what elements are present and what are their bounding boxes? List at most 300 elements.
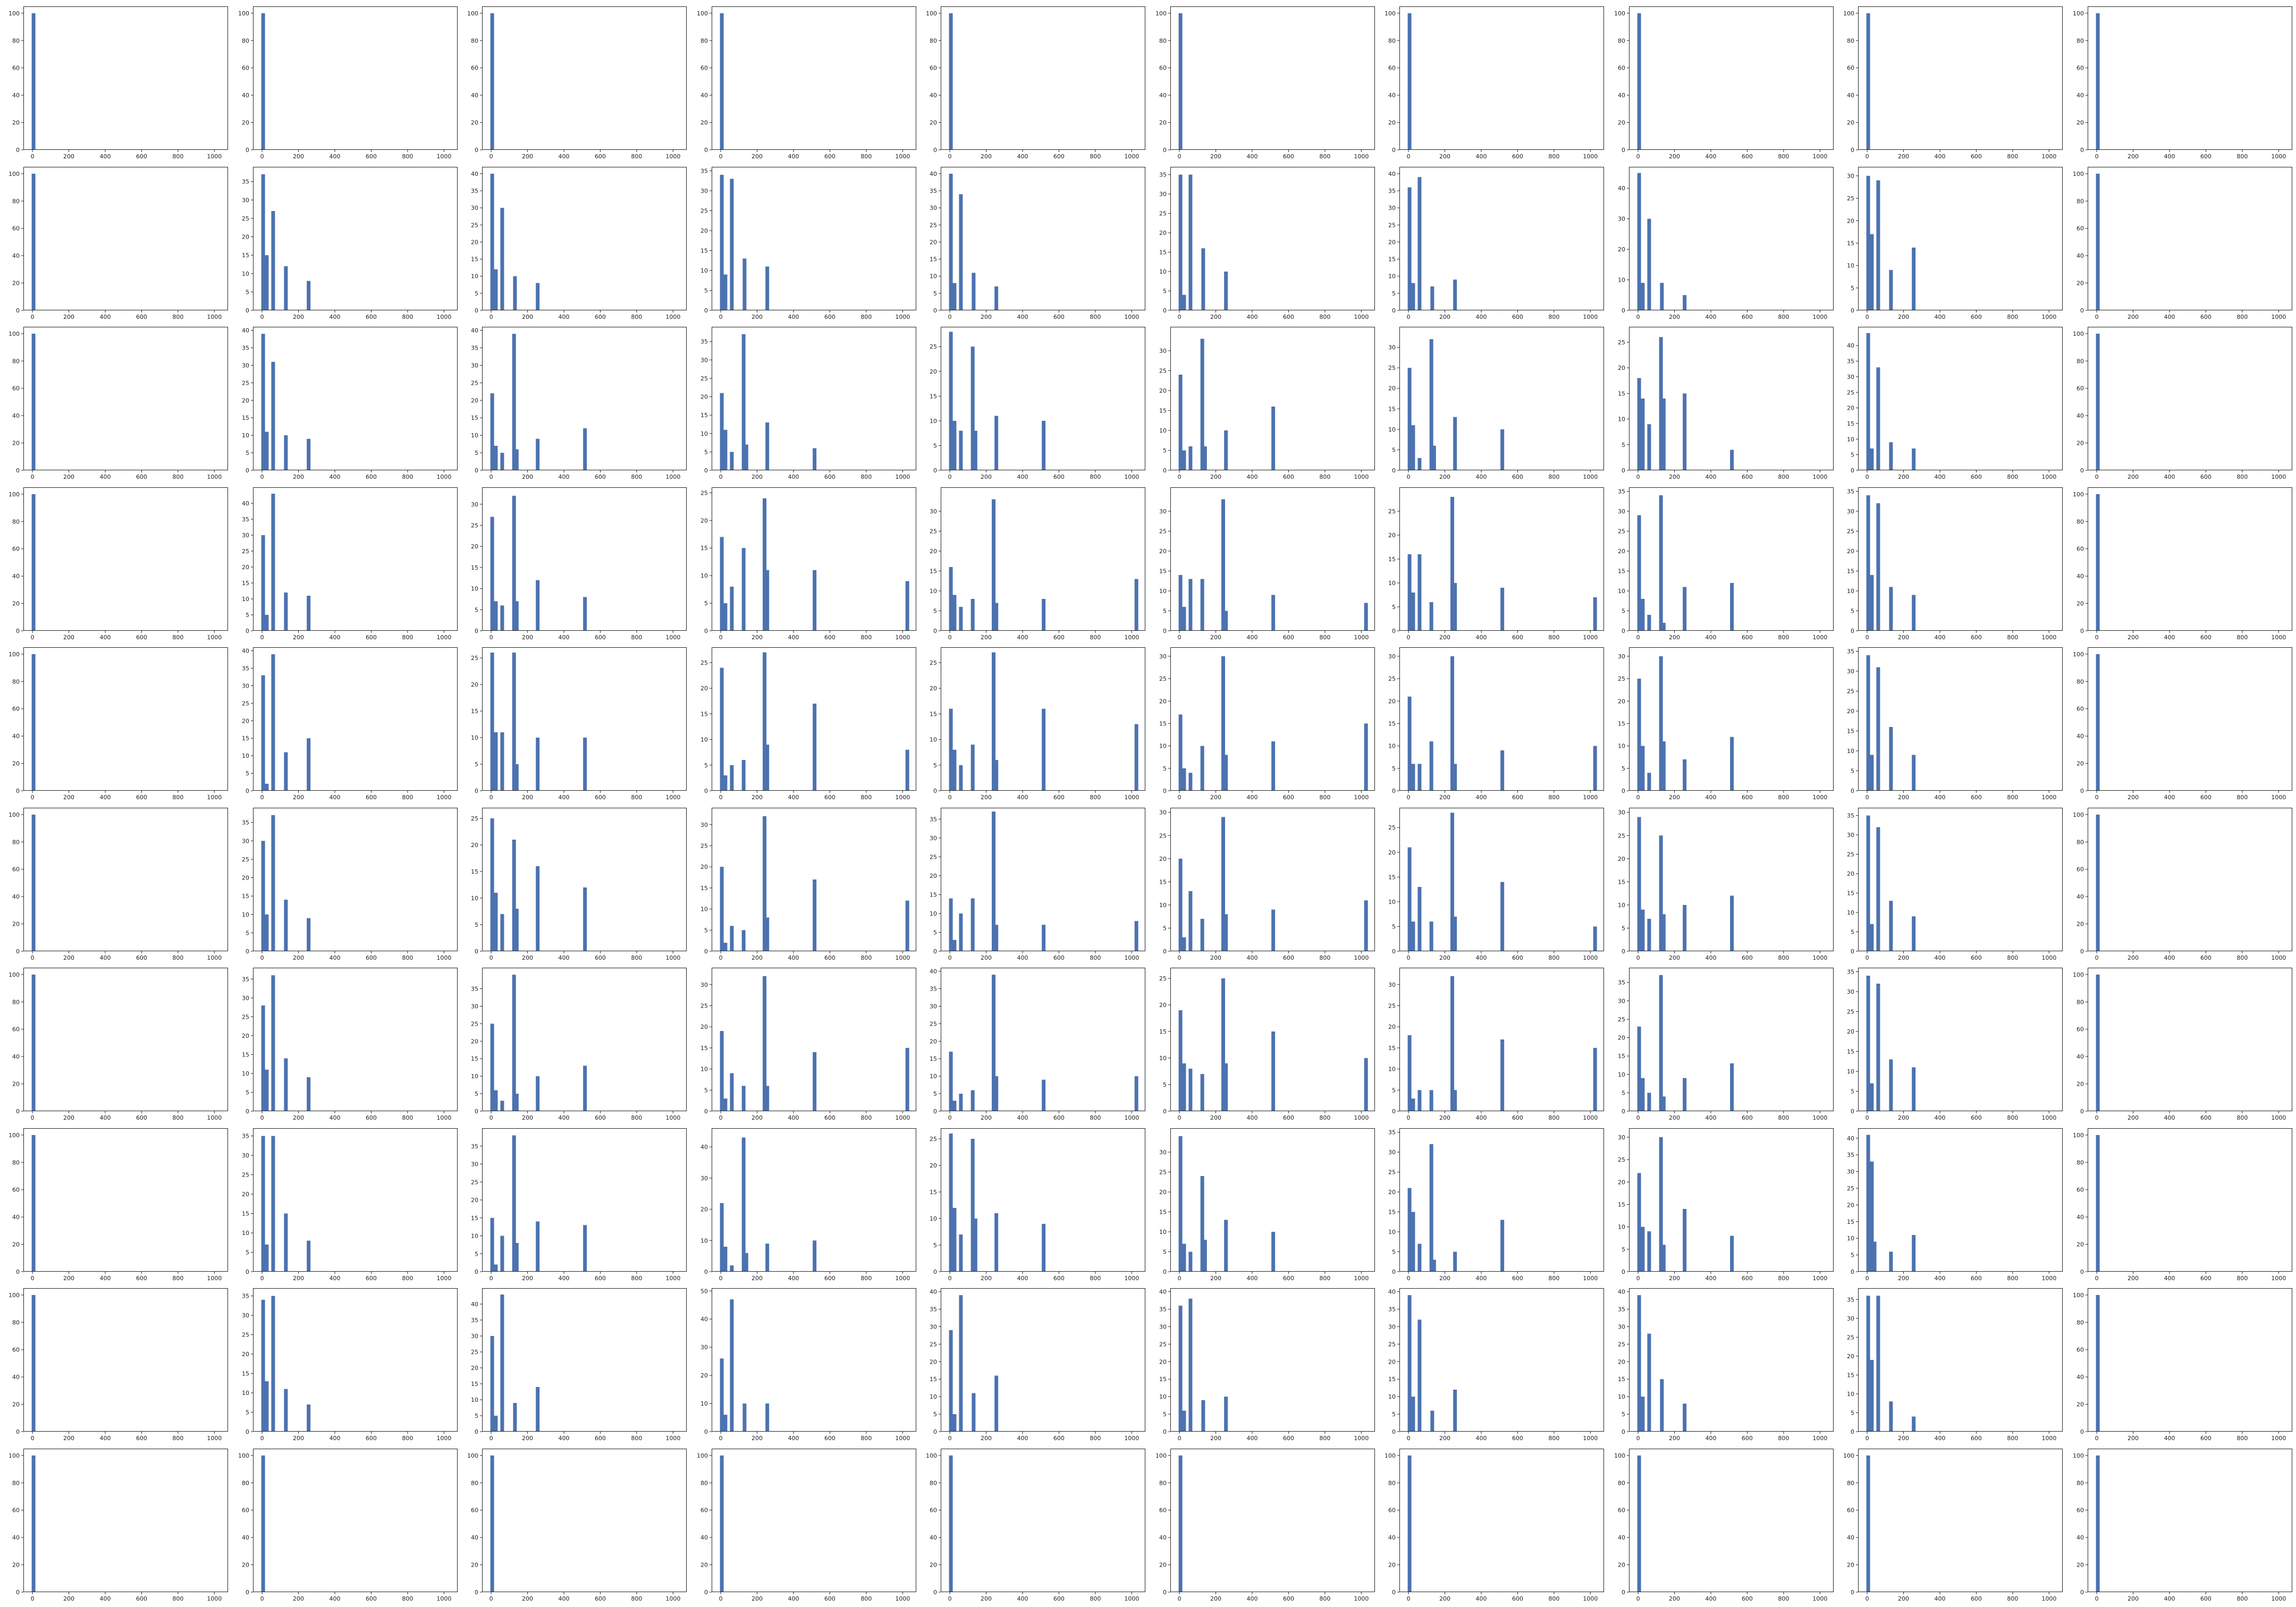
bar-0 [261, 841, 265, 951]
x-tick-label: 800 [1548, 1595, 1560, 1602]
bar-1 [1182, 1410, 1186, 1432]
y-tick-label: 35 [1847, 1151, 1854, 1158]
x-tick-label: 600 [1053, 1435, 1065, 1442]
axes-frame [1859, 167, 2063, 310]
y-tick-label: 30 [1847, 988, 1854, 995]
y-tick-label: 5 [704, 1087, 708, 1094]
x-tick-label: 0 [30, 1274, 35, 1282]
x-tick-label: 400 [99, 1274, 111, 1282]
subplot-svg [471, 647, 687, 801]
subplot-r1-c0 [9, 167, 228, 320]
bar-3 [741, 548, 745, 631]
y-tick-label: 5 [1392, 603, 1396, 611]
bar-2 [271, 975, 275, 1111]
y-tick-label: 30 [241, 837, 249, 844]
x-tick-label: 1000 [2041, 473, 2057, 480]
axes-frame [1400, 7, 1604, 150]
y-tick-label: 25 [700, 375, 708, 382]
bar-0 [32, 334, 36, 470]
x-tick-label: 200 [1898, 313, 1910, 320]
axes-frame [1170, 7, 1374, 150]
x-tick-label: 400 [1246, 794, 1257, 801]
y-tick-label: 80 [241, 37, 249, 45]
y-tick-label: 20 [2076, 920, 2084, 928]
y-tick-label: 5 [704, 762, 708, 769]
subplot-svg [1617, 1128, 1834, 1282]
subplot-r9-c8 [1843, 1449, 2063, 1602]
y-tick-label: 0 [933, 627, 937, 635]
y-tick-label: 20 [1617, 1178, 1625, 1186]
x-tick-label: 0 [1406, 794, 1411, 801]
y-tick-label: 80 [1617, 1479, 1625, 1486]
y-tick-label: 25 [1617, 1016, 1625, 1023]
x-tick-label: 1000 [894, 633, 910, 641]
bar-5 [765, 1086, 769, 1111]
x-tick-label: 1000 [207, 153, 222, 160]
y-tick-label: 20 [1617, 1358, 1625, 1366]
bar-5 [536, 1221, 539, 1272]
y-tick-label: 60 [2076, 705, 2084, 713]
y-tick-label: 5 [1851, 1088, 1854, 1095]
x-tick-label: 200 [2127, 153, 2139, 160]
bar-0 [1637, 817, 1641, 951]
x-tick-label: 400 [558, 794, 570, 801]
bar-2 [500, 914, 504, 951]
subplot-r3-c2 [471, 487, 687, 641]
x-tick-label: 200 [1439, 794, 1451, 801]
x-tick-label: 800 [1548, 633, 1560, 641]
y-tick-label: 80 [2076, 197, 2084, 205]
y-tick-label: 15 [930, 711, 937, 718]
y-tick-label: 30 [1847, 668, 1854, 675]
bar-7 [1135, 921, 1138, 951]
y-tick-label: 40 [930, 92, 937, 99]
bar-6 [1042, 1224, 1045, 1272]
x-tick-label: 0 [2095, 633, 2099, 641]
axes-frame [2088, 1128, 2292, 1271]
y-tick-label: 80 [12, 1158, 20, 1166]
bar-7 [905, 900, 909, 951]
y-tick-label: 10 [1617, 901, 1625, 909]
axes-frame [1859, 327, 2063, 470]
y-tick-label: 30 [1388, 344, 1396, 351]
y-tick-label: 0 [1851, 1588, 1854, 1596]
x-tick-label: 0 [489, 794, 493, 801]
y-tick-label: 0 [704, 948, 708, 955]
y-tick-label: 30 [700, 981, 708, 988]
y-tick-label: 25 [1847, 1334, 1854, 1341]
x-tick-label: 800 [2236, 794, 2248, 801]
x-tick-label: 1000 [665, 1595, 681, 1602]
y-tick-label: 80 [471, 1479, 478, 1486]
bar-4 [1683, 295, 1686, 310]
y-tick-label: 0 [475, 627, 478, 635]
x-tick-label: 1000 [1353, 153, 1369, 160]
x-tick-label: 400 [558, 954, 570, 961]
bar-4 [1453, 1390, 1457, 1432]
y-tick-label: 10 [241, 911, 249, 918]
bar-4 [515, 449, 519, 470]
subplot-r9-c4 [926, 1449, 1145, 1602]
y-tick-label: 20 [700, 1561, 708, 1569]
bar-0 [1867, 13, 1870, 150]
x-tick-label: 0 [1636, 313, 1640, 320]
subplot-r4-c5 [1159, 647, 1375, 801]
bar-1 [1411, 921, 1415, 951]
x-tick-label: 1000 [1124, 794, 1139, 801]
bar-4 [536, 283, 539, 310]
x-tick-label: 400 [1475, 313, 1487, 320]
x-tick-label: 1000 [1124, 954, 1139, 961]
x-tick-label: 200 [1668, 1114, 1680, 1121]
x-tick-label: 1000 [2041, 313, 2057, 320]
y-tick-label: 15 [1159, 1376, 1167, 1383]
bar-2 [1188, 174, 1192, 310]
x-tick-label: 0 [1177, 1114, 1181, 1121]
y-tick-label: 15 [1847, 728, 1854, 735]
bar-2 [1876, 1296, 1880, 1432]
x-tick-label: 0 [948, 633, 952, 641]
x-tick-label: 0 [948, 794, 952, 801]
subplot-svg [700, 1288, 916, 1442]
y-tick-label: 35 [471, 1143, 478, 1150]
y-tick-label: 60 [2076, 1346, 2084, 1354]
x-tick-label: 800 [1548, 794, 1560, 801]
axes-frame [2088, 1289, 2292, 1432]
bar-1 [1641, 1227, 1644, 1271]
y-tick-label: 5 [1392, 1411, 1396, 1418]
x-tick-label: 800 [2236, 1435, 2248, 1442]
y-tick-label: 60 [12, 866, 20, 873]
subplot-r8-c3 [700, 1288, 916, 1442]
y-tick-label: 20 [930, 1038, 937, 1045]
bar-0 [720, 668, 723, 791]
y-tick-label: 60 [12, 1507, 20, 1514]
bar-6 [1271, 909, 1275, 951]
y-tick-label: 20 [1617, 119, 1625, 126]
subplot-r2-c1 [241, 327, 458, 480]
y-tick-label: 30 [1847, 1315, 1854, 1322]
y-tick-label: 0 [2080, 948, 2084, 955]
y-tick-label: 35 [1388, 1129, 1396, 1136]
bar-5 [1224, 1220, 1228, 1272]
y-tick-label: 100 [1843, 1452, 1854, 1459]
x-tick-label: 200 [751, 1595, 763, 1602]
bar-6 [1500, 429, 1504, 470]
x-tick-label: 1000 [665, 633, 681, 641]
y-tick-label: 100 [2072, 490, 2084, 498]
axes-frame [253, 1128, 457, 1271]
x-tick-label: 400 [99, 954, 111, 961]
x-tick-label: 800 [2007, 153, 2019, 160]
bar-2 [1647, 1093, 1651, 1111]
y-tick-label: 10 [700, 572, 708, 579]
x-tick-label: 800 [1548, 473, 1560, 480]
bar-3 [1430, 1410, 1434, 1432]
subplot-svg [700, 1128, 916, 1282]
bar-0 [1637, 13, 1641, 150]
subplot-svg [1388, 968, 1604, 1121]
axes-frame [253, 808, 457, 951]
y-tick-label: 5 [1621, 441, 1625, 449]
x-tick-label: 1000 [436, 1435, 451, 1442]
subplot-r3-c8 [1847, 487, 2063, 641]
y-tick-label: 35 [700, 167, 708, 174]
bar-4 [307, 596, 310, 631]
y-tick-label: 20 [1159, 1561, 1167, 1569]
y-tick-label: 15 [700, 884, 708, 892]
bar-0 [1867, 1455, 1870, 1592]
x-tick-label: 800 [860, 153, 872, 160]
x-tick-label: 0 [948, 1435, 952, 1442]
y-tick-label: 30 [1159, 1323, 1167, 1331]
bar-3 [1201, 248, 1205, 310]
x-tick-label: 200 [1210, 473, 1221, 480]
y-tick-label: 15 [1388, 873, 1396, 881]
bar-7 [1593, 746, 1597, 791]
bar-7 [1135, 579, 1138, 631]
x-tick-label: 400 [329, 313, 340, 320]
bar-4 [307, 918, 310, 951]
subplot-svg [9, 487, 228, 641]
bar-3 [971, 1090, 975, 1111]
y-tick-label: 20 [1847, 404, 1854, 412]
y-tick-label: 35 [1847, 968, 1854, 976]
x-tick-label: 800 [2236, 313, 2248, 320]
x-tick-label: 1000 [1812, 794, 1827, 801]
x-tick-label: 1000 [1124, 313, 1139, 320]
y-tick-label: 5 [245, 770, 249, 777]
x-tick-label: 200 [1898, 1114, 1910, 1121]
y-tick-label: 10 [1388, 273, 1396, 280]
x-tick-label: 0 [1636, 1114, 1640, 1121]
x-tick-label: 0 [489, 153, 493, 160]
x-tick-label: 200 [292, 1595, 304, 1602]
y-tick-label: 20 [241, 397, 249, 404]
x-tick-label: 200 [522, 1114, 534, 1121]
bar-0 [1637, 378, 1641, 470]
y-tick-label: 60 [1617, 1507, 1625, 1514]
axes-frame [712, 1289, 916, 1432]
x-tick-label: 800 [1319, 954, 1330, 961]
x-tick-label: 0 [719, 473, 723, 480]
y-tick-label: 10 [930, 587, 937, 595]
bar-0 [2096, 1455, 2099, 1592]
bar-5 [1683, 1078, 1686, 1111]
x-tick-label: 400 [99, 153, 111, 160]
x-tick-label: 200 [981, 794, 992, 801]
y-tick-label: 20 [12, 1080, 20, 1088]
bar-4 [307, 439, 310, 470]
axes-frame [2088, 327, 2292, 470]
bar-1 [723, 943, 727, 951]
y-tick-label: 20 [1847, 547, 1854, 555]
subplot-r5-c7 [1617, 808, 1834, 961]
bar-1 [1182, 451, 1186, 471]
y-tick-label: 20 [1617, 246, 1625, 253]
x-tick-label: 600 [1970, 1274, 1982, 1282]
bar-6 [1271, 1232, 1275, 1272]
axes-frame [1170, 167, 1374, 310]
y-tick-label: 0 [245, 467, 249, 474]
y-tick-label: 100 [2072, 1131, 2084, 1139]
x-tick-label: 400 [2164, 1274, 2175, 1282]
y-tick-label: 20 [1159, 1002, 1167, 1009]
x-tick-label: 1000 [1812, 954, 1827, 961]
y-tick-label: 40 [2076, 893, 2084, 900]
y-tick-label: 0 [245, 1428, 249, 1435]
subplot-svg [1617, 167, 1834, 320]
bar-5 [765, 745, 769, 791]
bar-3 [1430, 602, 1433, 631]
x-tick-label: 400 [1246, 153, 1257, 160]
y-tick-label: 15 [471, 868, 478, 875]
y-tick-label: 25 [241, 379, 249, 387]
y-tick-label: 15 [1617, 1376, 1625, 1383]
x-tick-label: 400 [1705, 313, 1716, 320]
y-tick-label: 30 [1617, 653, 1625, 660]
x-tick-label: 600 [1282, 473, 1294, 480]
subplot-svg [1388, 1288, 1604, 1442]
x-tick-label: 1000 [436, 1114, 451, 1121]
x-tick-label: 0 [948, 473, 952, 480]
y-tick-label: 10 [930, 1215, 937, 1222]
y-tick-label: 0 [16, 1428, 20, 1435]
y-tick-label: 35 [241, 819, 249, 826]
y-tick-label: 5 [475, 450, 478, 457]
y-tick-label: 0 [1851, 1108, 1854, 1115]
x-tick-label: 400 [1705, 1274, 1716, 1282]
x-tick-label: 200 [2127, 473, 2139, 480]
subplot-r7-c6 [1388, 1128, 1604, 1282]
axes-frame [253, 1289, 457, 1432]
y-tick-label: 5 [933, 1241, 937, 1249]
y-tick-label: 0 [16, 147, 20, 154]
x-tick-label: 1000 [894, 1435, 910, 1442]
subplot-svg [471, 487, 687, 641]
bar-7 [905, 750, 909, 791]
axes-frame [24, 1289, 228, 1432]
bar-2 [1873, 1241, 1877, 1272]
x-tick-label: 0 [719, 1114, 723, 1121]
bar-5 [536, 866, 539, 951]
bar-1 [723, 274, 727, 310]
y-tick-label: 100 [1155, 10, 1167, 17]
y-tick-label: 35 [1617, 1306, 1625, 1313]
y-tick-label: 15 [930, 1376, 937, 1383]
y-tick-label: 20 [471, 397, 478, 404]
bar-1 [494, 446, 497, 470]
x-tick-label: 200 [1898, 794, 1910, 801]
subplot-r4-c2 [471, 647, 687, 801]
x-tick-label: 200 [2127, 1274, 2139, 1282]
subplot-svg [238, 1449, 458, 1602]
x-tick-label: 200 [63, 1114, 75, 1121]
x-tick-label: 400 [1017, 633, 1028, 641]
x-tick-label: 1000 [1124, 1274, 1139, 1282]
y-tick-label: 10 [471, 1073, 478, 1080]
subplot-r3-c0 [9, 487, 228, 641]
y-tick-label: 30 [700, 1174, 708, 1182]
y-tick-label: 15 [1388, 256, 1396, 263]
x-tick-label: 400 [2164, 1595, 2175, 1602]
x-tick-label: 800 [1319, 1595, 1330, 1602]
y-tick-label: 100 [9, 490, 20, 498]
y-tick-label: 0 [1851, 467, 1854, 474]
subplot-r2-c0 [9, 327, 228, 480]
y-tick-label: 35 [930, 815, 937, 823]
y-tick-label: 20 [700, 1024, 708, 1031]
x-tick-label: 0 [489, 1435, 493, 1442]
x-tick-label: 600 [2200, 1114, 2211, 1121]
x-tick-label: 600 [594, 1435, 606, 1442]
y-tick-label: 10 [1847, 587, 1854, 595]
x-tick-label: 0 [2095, 1595, 2099, 1602]
y-tick-label: 10 [471, 585, 478, 593]
x-tick-label: 600 [136, 473, 147, 480]
bar-2 [1647, 424, 1651, 470]
x-tick-label: 800 [172, 1435, 184, 1442]
y-tick-label: 35 [241, 1292, 249, 1300]
bar-6 [813, 1240, 816, 1272]
y-tick-label: 5 [933, 928, 937, 936]
x-tick-label: 600 [2200, 1435, 2211, 1442]
x-tick-label: 600 [824, 1595, 835, 1602]
bar-1 [1182, 607, 1186, 631]
x-tick-label: 400 [1934, 794, 1946, 801]
y-tick-label: 10 [1847, 1068, 1854, 1075]
y-tick-label: 35 [241, 344, 249, 352]
bar-4 [1912, 449, 1915, 470]
axes-frame [712, 167, 916, 310]
bar-2 [500, 605, 504, 631]
y-tick-label: 100 [1614, 10, 1625, 17]
y-tick-label: 30 [241, 531, 249, 539]
bar-1 [265, 1244, 268, 1271]
bar-1 [723, 430, 727, 470]
x-tick-label: 800 [172, 1595, 184, 1602]
y-tick-label: 10 [1617, 587, 1625, 595]
y-tick-label: 35 [930, 1306, 937, 1313]
y-tick-label: 20 [1159, 855, 1167, 862]
y-tick-label: 60 [12, 1026, 20, 1033]
y-tick-label: 0 [1392, 788, 1396, 794]
bar-4 [765, 266, 769, 310]
y-tick-label: 25 [700, 842, 708, 849]
y-tick-label: 40 [12, 733, 20, 740]
y-tick-label: 20 [471, 119, 478, 126]
y-tick-label: 10 [700, 736, 708, 743]
bar-3 [284, 1213, 288, 1271]
y-tick-label: 25 [1617, 1156, 1625, 1163]
y-tick-label: 10 [930, 736, 937, 743]
subplot-r5-c1 [241, 808, 458, 961]
y-tick-label: 40 [471, 92, 478, 99]
y-tick-label: 0 [1392, 307, 1396, 314]
bar-3 [284, 900, 288, 951]
bar-1 [265, 1070, 268, 1111]
x-tick-label: 800 [1319, 1435, 1330, 1442]
x-tick-label: 600 [1512, 794, 1523, 801]
bar-6 [1042, 709, 1045, 791]
x-tick-label: 200 [63, 313, 75, 320]
x-tick-label: 600 [824, 954, 835, 961]
bar-5 [1453, 764, 1457, 791]
y-tick-label: 0 [1851, 1428, 1854, 1435]
x-tick-label: 400 [2164, 954, 2175, 961]
bar-0 [1408, 554, 1412, 631]
x-tick-label: 400 [1246, 1274, 1257, 1282]
